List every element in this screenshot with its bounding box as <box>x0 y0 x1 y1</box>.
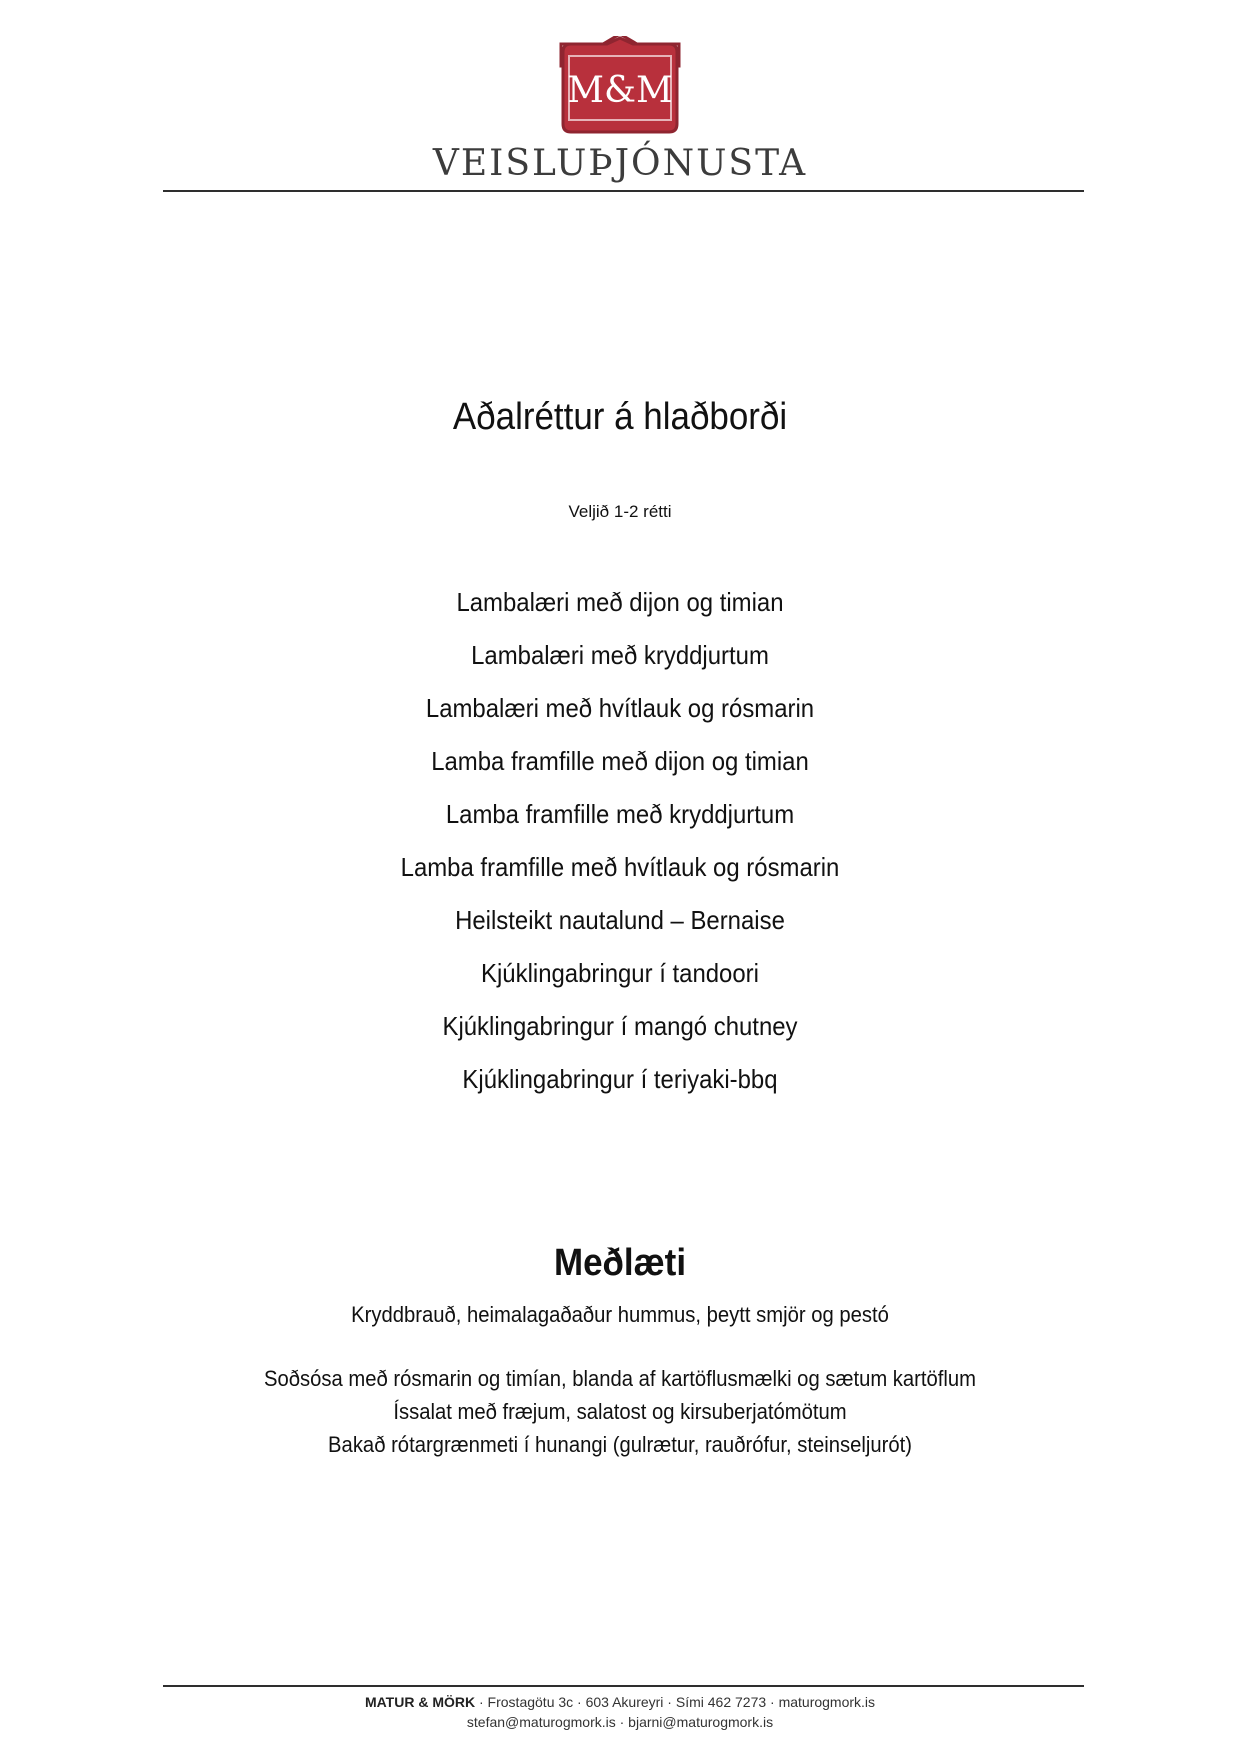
footer-emails: stefan@maturogmork.is · bjarni@maturogmork.is <box>466 1714 774 1730</box>
dish-item: Lambalæri með hvítlauk og rósmarin <box>425 693 815 723</box>
dish-item: Lambalæri með kryddjurtum <box>471 640 769 670</box>
dish-item: Lamba framfille með hvítlauk og rósmarin <box>400 852 840 882</box>
brand-name: VEISLUÞJÓNUSTA <box>432 143 808 184</box>
footer-company: MATUR & MÖRK <box>364 1694 476 1710</box>
brand-badge-icon <box>555 36 685 140</box>
footer-address: · Frostagötu 3c · 603 Akureyri · Sími 462 7273 · maturogmork.is <box>475 1694 876 1710</box>
brand-logo-text: M&M <box>567 70 673 111</box>
side-item: Bakað rótargrænmeti í hunangi (gulrætur, rauðrófur, steinseljurót) <box>328 1432 912 1457</box>
sides-list <box>0 1362 1240 1461</box>
main-course-list <box>0 576 1240 1106</box>
selection-note: Veljið 1-2 rétti <box>568 502 672 521</box>
side-item: Íssalat með fræjum, salatost og kirsuberjatómötum <box>393 1399 847 1424</box>
side-item: Soðsósa með rósmarin og timían, blanda af kartöflusmælki og sætum kartöflum <box>263 1366 977 1391</box>
footer <box>0 1692 1240 1732</box>
dish-item: Kjúklingabringur í tandoori <box>481 958 759 988</box>
sides-heading: Meðlæti <box>553 1241 687 1284</box>
dish-item: Lambalæri með dijon og timian <box>456 587 784 617</box>
bread-item: Kryddbrauð, heimalagaðaður hummus, þeytt smjör og pestó <box>351 1302 889 1327</box>
dish-item: Kjúklingabringur í mangó chutney <box>442 1011 798 1041</box>
footer-divider <box>163 1685 1084 1687</box>
header-divider <box>163 190 1084 192</box>
dish-item: Lamba framfille með dijon og timian <box>431 746 809 776</box>
footer-address-line <box>0 1692 1240 1712</box>
dish-item: Heilsteikt nautalund – Bernaise <box>455 905 785 935</box>
brand-logo <box>0 36 1240 184</box>
dish-item: Lamba framfille með kryddjurtum <box>445 799 795 829</box>
main-course-heading: Aðalréttur á hlaðborði <box>452 396 788 439</box>
dish-item: Kjúklingabringur í teriyaki-bbq <box>462 1064 778 1094</box>
